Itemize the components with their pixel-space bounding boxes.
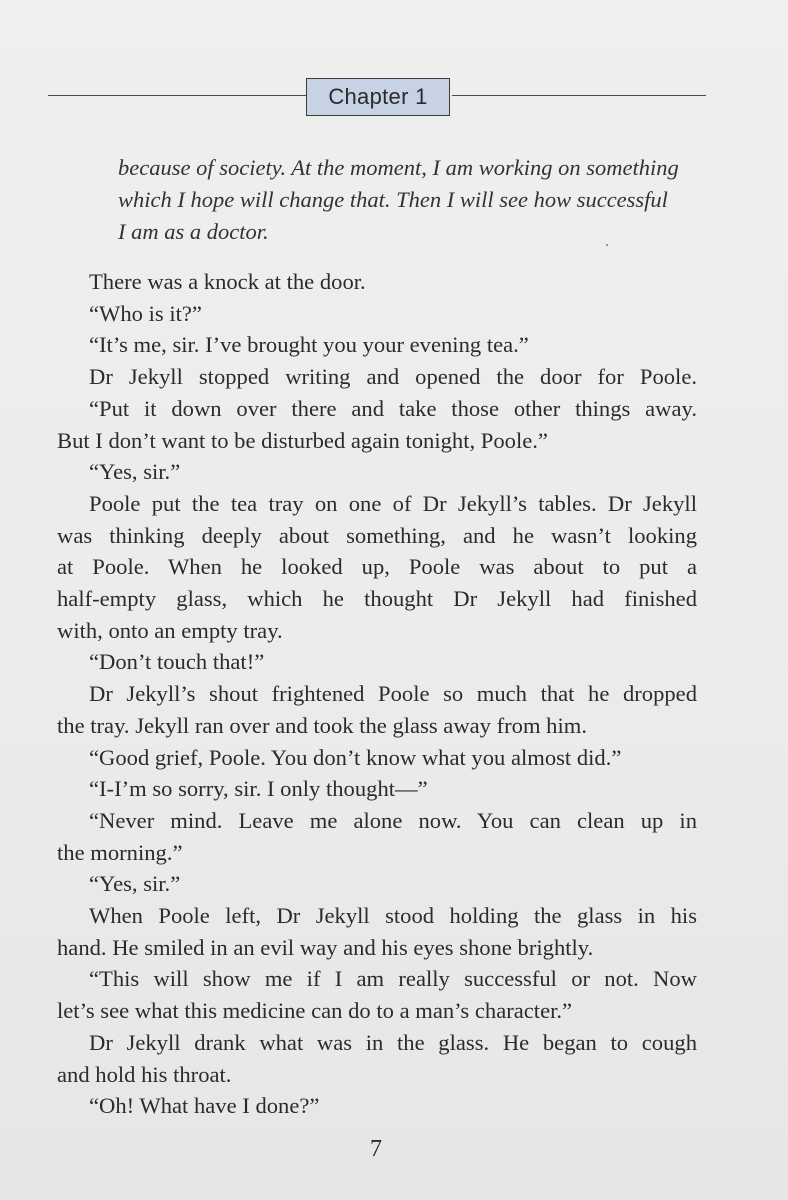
body-line: “Don’t touch that!” (89, 649, 265, 675)
page-number: 7 (370, 1136, 382, 1162)
body-line: “It’s me, sir. I’ve brought you your evening tea.” (89, 332, 529, 358)
body-line: “Yes, sir.” (89, 871, 181, 897)
diary-line: which I hope will change that. Then I will see how successful (118, 187, 668, 212)
body-text (57, 266, 697, 1122)
paper-speck (606, 244, 608, 246)
body-line: “Yes, sir.” (89, 459, 181, 485)
body-line: Dr Jekyll stopped writing and opened the door for Poole. (89, 364, 697, 390)
header-rule-right (452, 95, 706, 96)
header-rule-left (48, 95, 306, 96)
body-line: “Oh! What have I done?” (89, 1093, 320, 1119)
body-line: with, onto an empty tray. (57, 617, 283, 643)
body-line: There was a knock at the door. (89, 269, 366, 294)
body-line: “Good grief, Poole. You don’t know what you almost did.” (89, 744, 622, 770)
body-line: But I don’t want to be disturbed again tonight, Poole.” (57, 427, 548, 453)
body-line: “Never mind. Leave me alone now. You can clean up in (89, 807, 697, 833)
body-line: “I-I’m so sorry, sir. I only thought—” (89, 776, 428, 802)
diary-excerpt (118, 152, 708, 248)
body-line: at Poole. When he looked up, Poole was about to put a (57, 554, 697, 580)
body-line: Dr Jekyll’s shout frightened Poole so much that he dropped (89, 681, 697, 707)
body-line: let’s see what this medicine can do to a man’s character.” (57, 998, 573, 1024)
body-line: “Who is it?” (89, 300, 202, 326)
body-line: was thinking deeply about something, and he wasn’t looking (57, 522, 697, 548)
body-line: “This will show me if I am really successful or not. Now (89, 966, 697, 992)
body-line: and hold his throat. (57, 1061, 232, 1087)
body-line: hand. He smiled in an evil way and his eyes shone brightly. (57, 934, 594, 960)
diary-line: because of society. At the moment, I am working on something (118, 155, 679, 180)
body-line: the morning.” (57, 839, 183, 865)
body-line: Dr Jekyll drank what was in the glass. He began to cough (89, 1029, 697, 1055)
chapter-label: Chapter 1 (306, 78, 450, 116)
body-line: Poole put the tea tray on one of Dr Jekyll’s tables. Dr Jekyll (89, 490, 697, 516)
body-line: half-empty glass, which he thought Dr Jekyll had finished (57, 586, 697, 612)
diary-line: I am as a doctor. (118, 219, 269, 244)
body-line: When Poole left, Dr Jekyll stood holding the glass in his (89, 903, 697, 929)
body-line: “Put it down over there and take those other things away. (89, 395, 697, 421)
body-line: the tray. Jekyll ran over and took the glass away from him. (57, 712, 587, 738)
